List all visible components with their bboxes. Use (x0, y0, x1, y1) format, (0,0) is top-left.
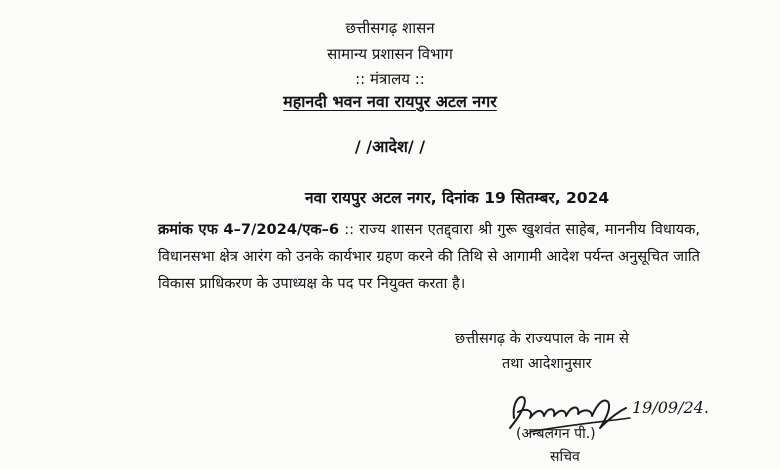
signature-date: 19/09/24. (632, 398, 709, 417)
department-name: सामान्य प्रशासन विभाग (327, 45, 453, 63)
order-body-text: :: राज्य शासन एतद्द्वारा श्री गुरू खुशवंत साहेब, माननीय विधायक, विधानसभा क्षेत्र आरंग को उनके कार्यभार ग्रहण करने की तिथि से आगामी आदेश पर्यन्त अनुसूचित जाति विकास प्राधिकरण के उपाध्यक्ष के पद पर नियुक्त करता है। (158, 221, 700, 292)
order-body (158, 216, 700, 297)
order-title: / /आदेश/ / (354, 137, 426, 156)
office-address-text: महानदी भवन नवा रायपुर अटल नगर (283, 92, 497, 111)
ministry-label: :: मंत्रालय :: (355, 70, 425, 88)
place-and-date: नवा रायपुर अटल नगर, दिनांक 19 सितम्बर, 2024 (305, 189, 610, 207)
authority-line-2: तथा आदेशानुसार (502, 356, 592, 372)
officer-name: (अन्बलगन पी.) (516, 426, 596, 442)
office-address (0, 92, 780, 112)
order-reference-number: क्रमांक एफ 4–7/2024/एक–6 (158, 221, 340, 238)
authority-line-1: छत्तीसगढ़ के राज्यपाल के नाम से (455, 331, 629, 347)
state-government-name: छत्तीसगढ़ शासन (345, 19, 435, 37)
officer-designation: सचिव (550, 449, 580, 465)
